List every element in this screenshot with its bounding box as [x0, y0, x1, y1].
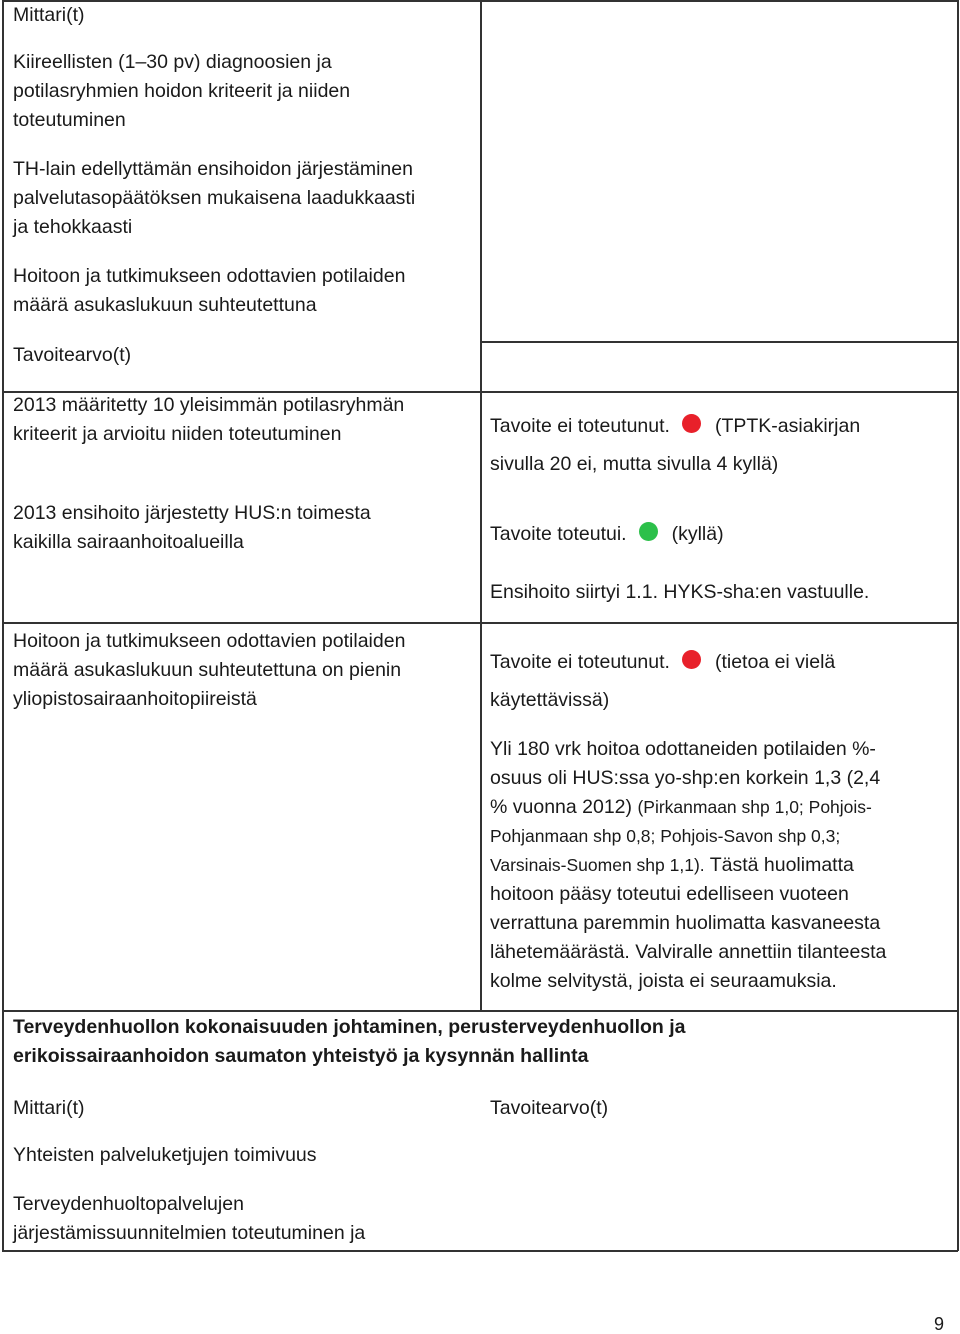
section-title-line: erikoissairaanhoidon saumaton yhteistyö ja kysynnän hallinta: [13, 1045, 589, 1067]
paragraph-line: verrattuna paremmin huolimatta kasvaneesta: [490, 912, 881, 934]
section-right-border: [957, 1010, 959, 1251]
section-mittari-item-line: Terveydenhuoltopalvelujen: [13, 1193, 244, 1215]
status-note: (TPTK-asiakirjan: [714, 415, 861, 437]
page-number: 9: [934, 1314, 945, 1334]
mittari-item: [13, 48, 350, 135]
mittari-item-line: määrä asukaslukuun suhteutettuna: [13, 294, 317, 316]
target-line: 2013 ensihoito järjestetty HUS:n toimesta: [13, 502, 371, 524]
status-note-cont: sivulla 20 ei, mutta sivulla 4 kyllä): [490, 453, 779, 475]
mittari-item-line: ja tehokkaasti: [13, 216, 133, 238]
green-status-dot-icon: [639, 522, 658, 541]
status-text: Tavoite ei toteutunut.: [490, 651, 670, 673]
row-divider: [2, 1010, 958, 1012]
mittari-item-line: toteutuminen: [13, 109, 126, 131]
target-line: kaikilla sairaanhoitoalueilla: [13, 531, 244, 553]
mittari-item: [13, 262, 405, 320]
paragraph-line: [490, 851, 886, 880]
paragraph-text: Tästä huolimatta: [704, 854, 854, 876]
paragraph-small-text: Varsinais-Suomen shp 1,1).: [490, 855, 705, 875]
status-line: [490, 412, 860, 441]
status-note-cont: käytettävissä): [490, 689, 610, 711]
target-value: [13, 391, 404, 449]
paragraph-line: Pohjanmaan shp 0,8; Pohjois-Savon shp 0,3;: [490, 826, 841, 846]
paragraph-line: [490, 793, 886, 822]
target-line: yliopistosairaanhoitopiireistä: [13, 688, 257, 710]
mittari-item-line: potilasryhmien hoidon kriteerit ja niiden: [13, 80, 351, 102]
section-mittari-item: [13, 1190, 365, 1248]
status-extra: Ensihoito siirtyi 1.1. HYKS-sha:en vastuulle.: [490, 581, 870, 603]
red-status-dot-icon: [682, 414, 701, 433]
row-divider: [480, 341, 958, 343]
target-line: 2013 määritetty 10 yleisimmän potilasryhmän: [13, 394, 405, 416]
status-text: Tavoite ei toteutunut.: [490, 415, 670, 437]
section-title: [13, 1013, 686, 1071]
mittari-item-line: palvelutasopäätöksen mukaisena laadukkaasti: [13, 187, 416, 209]
paragraph-text: % vuonna 2012): [490, 796, 638, 818]
paragraph-line: osuus oli HUS:ssa yo-shp:en korkein 1,3 (2,4: [490, 767, 881, 789]
target-value: [13, 627, 405, 714]
red-status-dot-icon: [682, 650, 701, 669]
section-left-border: [2, 1010, 4, 1251]
mittari-item-line: Kiireellisten (1–30 pv) diagnoosien ja: [13, 51, 332, 73]
paragraph-line: lähetemäärästä. Valviralle annettiin tilanteesta: [490, 941, 887, 963]
section-tavoitearvo-header: Tavoitearvo(t): [490, 1097, 609, 1119]
status-line: [490, 520, 724, 549]
status-note: (kyllä): [671, 523, 724, 545]
section-title-line: Terveydenhuollon kokonaisuuden johtaminen, perusterveydenhuollon ja: [13, 1016, 686, 1038]
section-mittari-item-line: järjestämissuunnitelmien toteutuminen ja: [13, 1222, 366, 1244]
column-divider: [480, 0, 482, 1011]
paragraph-line: hoitoon pääsy toteutui edelliseen vuoteen: [490, 883, 849, 905]
section-mittari-item: Yhteisten palveluketjujen toimivuus: [13, 1144, 317, 1166]
mittari-item-line: Hoitoon ja tutkimukseen odottavien potilaiden: [13, 265, 406, 287]
mittari-item: [13, 155, 415, 242]
target-value: [13, 499, 371, 557]
mittari-header: Mittari(t): [13, 4, 85, 26]
status-paragraph: [490, 735, 886, 996]
table-left-border: [2, 0, 4, 1011]
section-bottom-border: [2, 1250, 958, 1252]
paragraph-line: kolme selvitystä, joista ei seuraamuksia.: [490, 970, 837, 992]
status-line: [490, 648, 835, 677]
tavoitearvo-header: Tavoitearvo(t): [13, 344, 132, 366]
status-note: (tietoa ei vielä: [714, 651, 836, 673]
target-line: määrä asukaslukuun suhteutettuna on pienin: [13, 659, 402, 681]
target-line: Hoitoon ja tutkimukseen odottavien potilaiden: [13, 630, 406, 652]
table-right-border: [957, 0, 959, 1011]
status-text: Tavoite toteutui.: [490, 523, 627, 545]
row-divider: [2, 622, 958, 624]
target-line: kriteerit ja arvioitu niiden toteutuminen: [13, 423, 342, 445]
paragraph-line: Yli 180 vrk hoitoa odottaneiden potilaiden %-: [490, 738, 876, 760]
mittari-item-line: TH-lain edellyttämän ensihoidon järjestäminen: [13, 158, 413, 180]
section-mittari-header: Mittari(t): [13, 1097, 85, 1119]
paragraph-small-text: (Pirkanmaan shp 1,0; Pohjois-: [637, 797, 872, 817]
